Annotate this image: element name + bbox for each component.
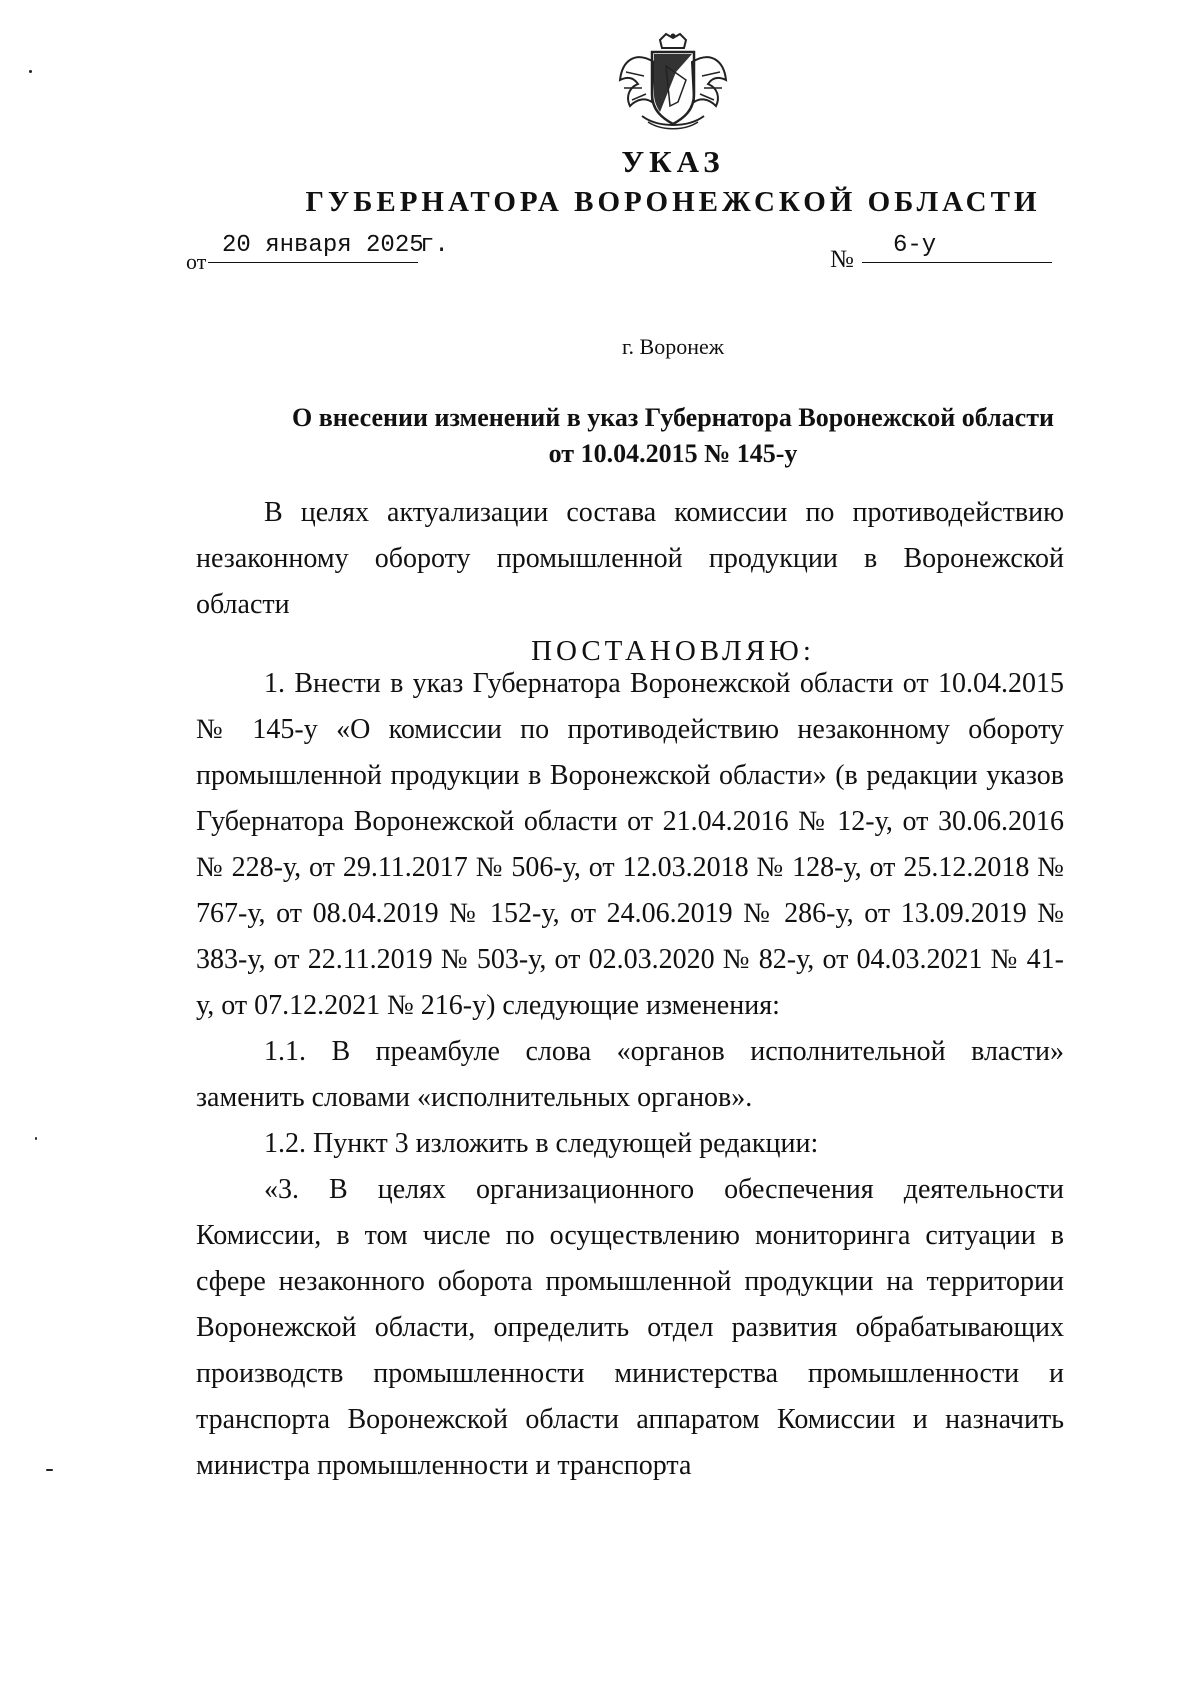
document-subject xyxy=(0,400,1200,472)
decree-word: ПОСТАНОВЛЯЮ: xyxy=(531,635,815,667)
subject-line-1: О внесении изменений в указ Губернатора Воронежской области xyxy=(292,403,1054,432)
date-suffix: г. xyxy=(420,232,449,259)
scan-speck xyxy=(35,1137,37,1140)
number-value: 6-у xyxy=(893,232,937,259)
city-line: г. Воронеж xyxy=(622,334,724,359)
coat-of-arms-icon xyxy=(614,32,732,132)
number-underline xyxy=(862,262,1052,263)
subject-line-2: от 10.04.2015 № 145-у xyxy=(548,439,798,468)
scan-speck xyxy=(46,1469,53,1471)
paragraph-1-1: 1.1. В преамбуле слова «органов исполнительной власти» заменить словами «исполнительных органов». xyxy=(196,1036,1064,1113)
paragraph-1: 1. Внести в указ Губернатора Воронежской области от 10.04.2015 № 145-у «О комиссии по противодействию незаконному обороту промышленной продукции в Воронежской области» (в редакции указов Губернатора Воронежской области от 21.04.2016 № 12-у, от 30.06.2016 № 228-у, от 29.11.2017 № 506-у, от 12.03.2018 № 128-у, от 25.12.2018 № 767-у, от 08.04.2019 № 152-у, от 24.06.2019 № 286-у, от 13.09.2019 № 383-у, от 22.11.2019 № 503-у, от 02.03.2020 № 82-у, от 04.03.2021 № 41-у, от 07.12.2021 № 216-у) следующие изменения: xyxy=(196,668,1064,1021)
document-type-title: УКАЗ xyxy=(621,144,725,179)
date-value: 20 января 2025 xyxy=(222,232,424,259)
document-body xyxy=(196,661,1064,1489)
number-prefix: № xyxy=(830,246,854,273)
paragraph-1-2: 1.2. Пункт 3 изложить в следующей редакции: xyxy=(264,1128,819,1159)
preamble xyxy=(196,490,1064,628)
date-prefix: от xyxy=(186,249,207,274)
issuer-title: ГУБЕРНАТОРА ВОРОНЕЖСКОЙ ОБЛАСТИ xyxy=(305,186,1041,218)
date-underline xyxy=(208,262,418,263)
preamble-text: В целях актуализации состава комиссии по противодействию незаконному обороту промышленной продукции в Воронежской области xyxy=(196,497,1064,620)
scan-speck xyxy=(29,70,32,73)
paragraph-quote-3: «3. В целях организационного обеспечения деятельности Комиссии, в том числе по осуществлению мониторинга ситуации в сфере незаконного оборота промышленной продукции на территории Воронежской области, определить отдел развития обрабатывающих производств промышленности министерства промышленности и транспорта Воронежской области аппаратом Комиссии и назначить министра промышленности и транспорта xyxy=(196,1174,1064,1481)
